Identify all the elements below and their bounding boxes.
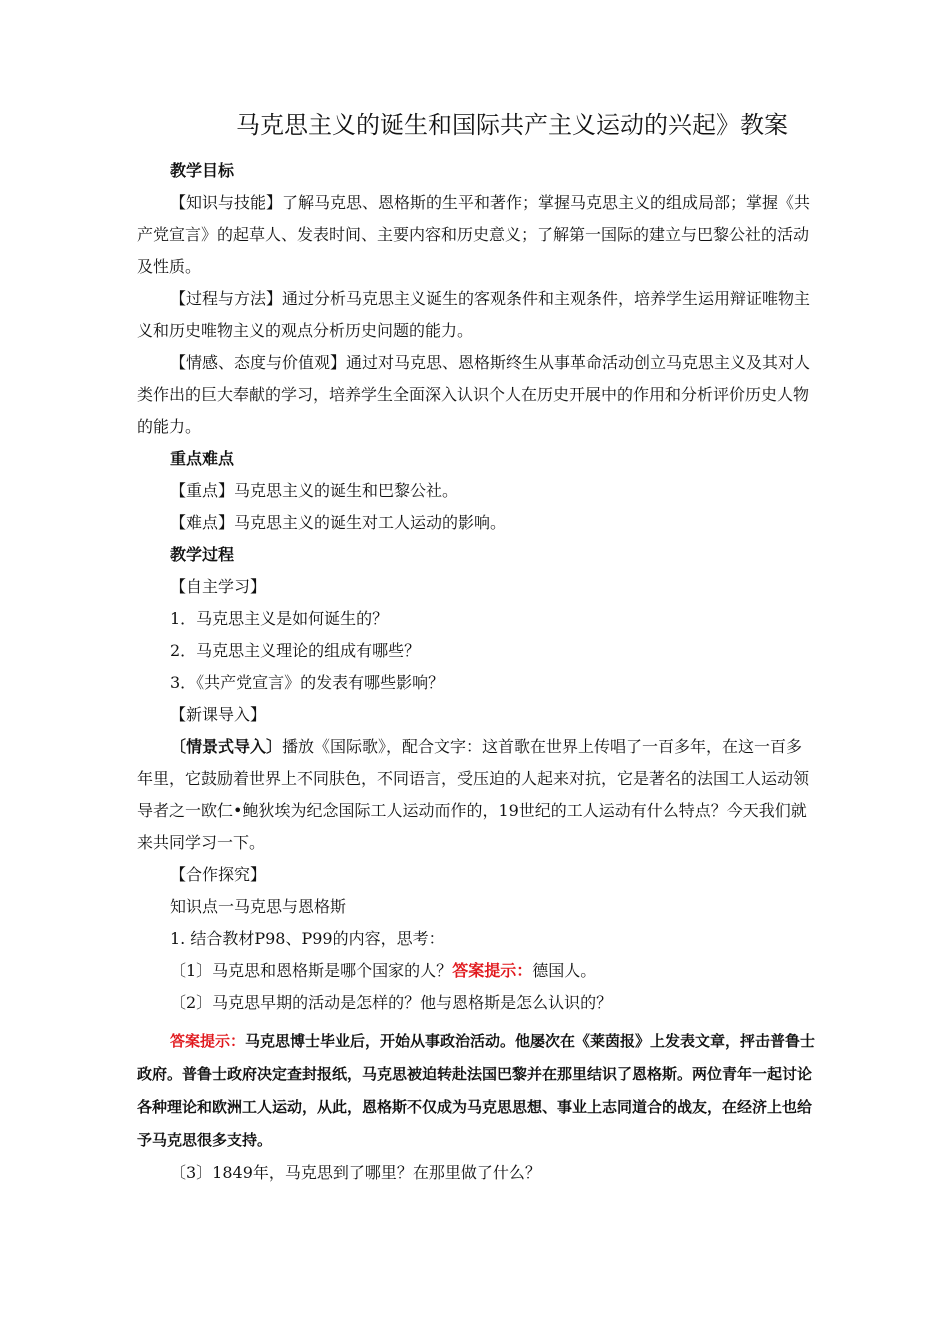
process-objective: 【过程与方法】通过分析马克思主义诞生的客观条件和主观条件，培养学生运用辩证唯物主义和历史唯物主义的观点分析历史问题的能力。 (137, 289, 811, 340)
new-lesson-label: 【新课导入】 (170, 705, 267, 724)
sub-question-2: 〔2〕马克思早期的活动是怎样的？他与恩格斯是怎么认识的？ (170, 993, 613, 1012)
intro-label: 〔情景式导入〕 (170, 737, 283, 756)
page-title: 马克思主义的诞生和国际共产主义运动的兴起》教案 (236, 111, 788, 139)
sub-answer-1: 德国人。 (532, 961, 597, 980)
intro-text: 播放《国际歌》，配合文字：这首歌在世界上传唱了一百多年，在这一百多年里，它鼓励着世界上不同肤色，不同语言，受压迫的人起来对抗，它是著名的法国工人运动领导者之一欧仁•鲍狄埃为纪念国际工人运动而作的，19世纪的工人运动有什么特点？今天我们就来共同学习一下。 (137, 737, 810, 852)
process-heading: 教学过程 (170, 545, 235, 564)
answer-label-2: 答案提示： (170, 1032, 246, 1050)
intro-paragraph (137, 731, 817, 859)
knowledge-point-1: 知识点一马克思与恩格斯 (170, 897, 347, 916)
objectives-heading: 教学目标 (170, 161, 235, 180)
coop-label: 【合作探究】 (170, 865, 267, 884)
difficult-point: 【难点】马克思主义的诞生对工人运动的影响。 (170, 513, 507, 532)
question-1: 1．马克思主义是如何诞生的？ (170, 609, 389, 628)
sub-answer-2 (137, 1025, 817, 1157)
sub-question-1-text: 〔1〕马克思和恩格斯是哪个国家的人？ (170, 961, 453, 980)
task-1: 1. 结合教材P98、P99的内容，思考： (170, 929, 445, 948)
sub-answer-2-text: 马克思博士毕业后，开始从事政治活动。他屡次在《莱茵报》上发表文章，抨击普鲁士政府。普鲁士政府决定查封报纸，马克思被迫转赴法国巴黎并在那里结识了恩格斯。两位青年一起讨论各种理论和欧洲工人运动，从此，恩格斯不仅成为马克思思想、事业上志同道合的战友，在经济上也给予马克思很多支持。 (137, 1032, 816, 1149)
question-3: 3．《共产党宣言》的发表有哪些影响？ (170, 673, 445, 692)
sub-question-1 (137, 955, 817, 987)
emotion-objective: 【情感、态度与价值观】通过对马克思、恩格斯终生从事革命活动创立马克思主义及其对人类作出的巨大奉献的学习，培养学生全面深入认识个人在历史开展中的作用和分析评价历史人物的能力。 (137, 353, 811, 436)
key-heading: 重点难点 (170, 449, 235, 468)
self-study-label: 【自主学习】 (170, 577, 267, 596)
knowledge-objective: 【知识与技能】了解马克思、恩格斯的生平和著作；掌握马克思主义的组成局部；掌握《共产党宣言》的起草人、发表时间、主要内容和历史意义；了解第一国际的建立与巴黎公社的活动及性质。 (137, 193, 811, 276)
key-point: 【重点】马克思主义的诞生和巴黎公社。 (170, 481, 459, 500)
question-2: 2．马克思主义理论的组成有哪些？ (170, 641, 421, 660)
answer-label-1: 答案提示： (452, 961, 533, 980)
document-body (137, 155, 817, 1189)
sub-question-3: 〔3〕1849年，马克思到了哪里？在那里做了什么？ (170, 1163, 541, 1182)
